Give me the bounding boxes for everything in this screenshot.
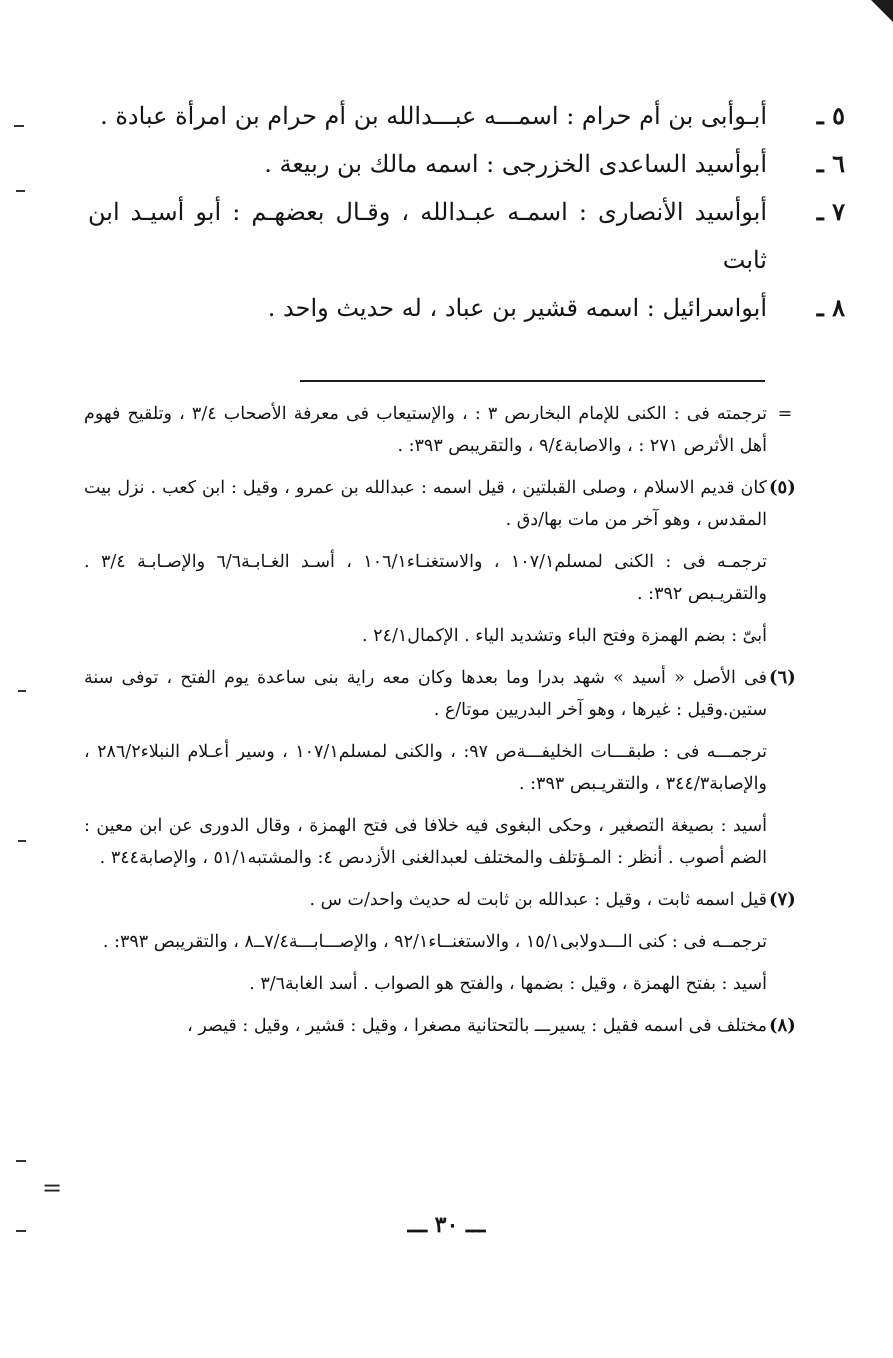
continuation-marker: = [777, 404, 793, 424]
footnote-separator [300, 380, 765, 382]
entry-7 [88, 188, 845, 284]
footnote-6 [84, 662, 796, 726]
footnote-marker: (٦) [769, 667, 796, 688]
margin-mark [16, 1160, 26, 1162]
entry-5 [88, 92, 845, 140]
main-entry-list [88, 92, 845, 332]
footnote-7-gloss [84, 968, 767, 1000]
entry-text: أبواسرائيل : اسمه قشير بن عباد ، له حديث واحد . [267, 294, 767, 322]
entry-text: أبوأسيد الأنصارى : اسمـه عبـدالله ، وقـال بعضهـم : أبو أسيـد ابن ثابت [88, 198, 767, 274]
footnote-text: ترجمته فى : الكنى للإمام البخارىص ٣ : ، والإستيعاب فى معرفة الأصحاب ٣/٤ ، وتلقيح فهوم أهل الأثرص ٢٧١ : ، والاصابة٩/٤ ، والتقريبص ٣٩٣: . [84, 404, 767, 456]
margin-mark [18, 690, 26, 692]
entry-text: أبـوأبى بن أم حرام : اسمـــه عبـــدالله بن أم حرام بن امرأة عبادة . [100, 102, 767, 130]
footnote-7-refs [84, 926, 767, 958]
footnote-6-gloss [84, 810, 767, 874]
footnote-refs: ترجمـه فى : الكنى لمسلم١٠٧/١ ، والاستغنـاء١٠٦/١ ، أسـد الغـابـة٦/٦ والإصـابـة ٣/٤ . والتقريـبص ٣٩٢: . [84, 552, 768, 604]
entry-number: ٦ ـ [816, 149, 845, 178]
footnote-text: كان قديم الاسلام ، وصلى القبلتين ، قيل اسمه : عبدالله بن عمرو ، وقيل : ابن كعب . نزل بيت المقدس ، وهو آخر من مات بها/دق . [84, 478, 767, 530]
continued-marker: = [42, 1174, 63, 1202]
footnote-refs: ترجمــه فى : كنى الـــدولابى١٥/١ ، والاستغنــاء٩٢/١ ، والإصـــابـــة٧/٤ــ٨ ، والتقريبص ٣٩٣: . [102, 932, 767, 952]
footnote-marker: (٥) [769, 477, 796, 498]
entry-number: ٥ ـ [816, 101, 845, 130]
footnote-5-refs [84, 546, 767, 610]
footnote-text: فى الأصل « أسيد » شهد بدرا وما بعدها وكان معه راية بنى ساعدة يوم الفتح ، توفى سنة ستين.وقيل : غيرها ، وهو آخر البدريين موتا/ع . [84, 668, 767, 720]
margin-mark [16, 190, 25, 192]
footnote-8 [84, 1010, 796, 1042]
footnote-6-refs [84, 736, 767, 800]
entry-number: ٧ ـ [816, 197, 845, 226]
footnote-refs: ترجمـــه فى : طبقـــات الخليفـــةص ٩٧: ، والكنى لمسلم١٠٧/١ ، وسير أعـلام النبلاء٢٨٦/٢ ، والإصابة٣٤٤/٣ ، والتقريـبص ٣٩٣: . [84, 742, 767, 794]
margin-mark [18, 840, 26, 842]
footnote-5 [84, 472, 796, 536]
footnote-text: قيل اسمه ثابت ، وقيل : عبدالله بن ثابت له حديث واحد/ت س . [309, 890, 767, 910]
entry-6 [88, 140, 845, 188]
footnote-gloss: أسيد : بفتح الهمزة ، وقيل : بضمها ، والفتح هو الصواب . أسد الغابة٣/٦ . [249, 974, 767, 994]
footnote-continuation [84, 398, 793, 462]
footnote-text: مختلف فى اسمه فقيل : يسيرـــ بالتحتانية مصغرا ، وقيل : قشير ، وقيل : قيصر ، [187, 1016, 767, 1036]
footnote-gloss: أسيد : بصيغة التصغير ، وحكى البغوى فيه خلافا فى فتح الهمزة ، وقال الدورى عن ابن معين : الضم أصوب . أنظر : المـؤتلف والمختلف لعبدالغنى الأزدىص ٤: والمشتبه٥١/١ ، والإصابة٣٤٤ . [84, 816, 767, 868]
entry-number: ٨ ـ [816, 293, 845, 322]
footnotes [84, 398, 796, 1052]
page-corner-mark [871, 0, 893, 22]
margin-mark [14, 125, 24, 127]
footnote-marker: (٧) [769, 889, 796, 910]
footnote-5-gloss [84, 620, 767, 652]
footnote-marker: (٨) [769, 1015, 796, 1036]
footnote-gloss: أبىّ : بضم الهمزة وفتح الباء وتشديد الياء . الإكمال٢٤/١ . [362, 626, 767, 646]
page-number: ـــ ٣٠ ـــ [407, 1212, 486, 1238]
footnote-7 [84, 884, 796, 916]
entry-text: أبوأسيد الساعدى الخزرجى : اسمه مالك بن ربيعة . [264, 150, 767, 178]
entry-8 [88, 284, 845, 332]
